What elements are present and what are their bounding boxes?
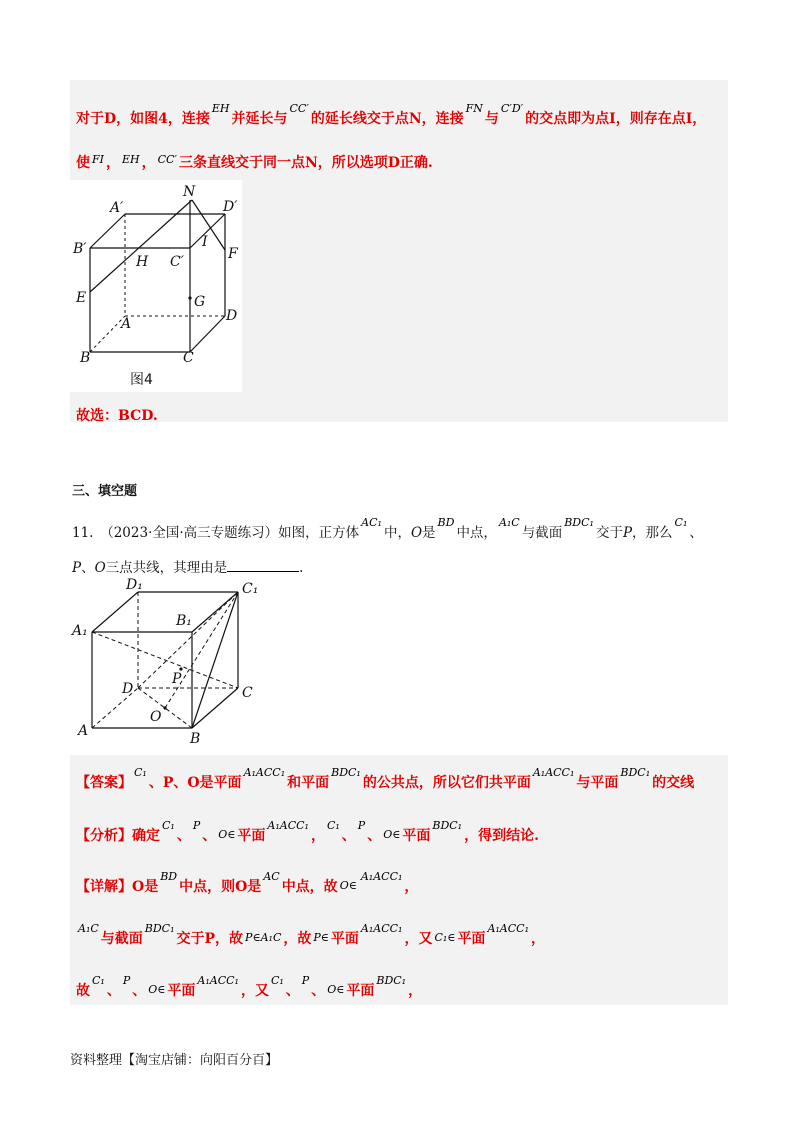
solution-line-2: 使 $^{FI}$ ， $^{EH}$ ， $^{CC'}$ 三条直线交于同一点N，所以选项D正确. xyxy=(76,153,433,171)
svg-text:B: B xyxy=(80,350,91,366)
solution-line-1: 对于D，如图4，连接$^{EH}$并延长与$^{CC'}$的延长线交于点N，连接$^{FN}$与$^{C'D'}$的交点即为点I，则存在点I， xyxy=(76,102,707,127)
detail-line-2: $^{A_1C}$与截面$^{BDC_1}$交于P，故 P∈A₁C ，故 P∈ 平面$^{A_1ACC_1}$，又 C₁∈ 平面$^{A_1ACC_1}$， xyxy=(78,922,545,947)
svg-text:C: C xyxy=(183,350,194,366)
answer-choice: 故选：BCD. xyxy=(76,408,158,424)
figure-11-cube xyxy=(70,575,270,750)
figure-4-cube xyxy=(70,180,242,392)
svg-text:D′: D′ xyxy=(223,199,238,215)
svg-text:图4: 图4 xyxy=(130,372,153,388)
svg-text:B: B xyxy=(190,731,201,747)
section-heading: 三、填空题 xyxy=(72,484,138,499)
detail-line-3: 故$^{C_1}$、$^P$、 O∈ 平面$^{A_1ACC_1}$，又$^{C_1}$、$^P$、 O∈ 平面$^{BDC_1}$， xyxy=(76,974,423,999)
svg-text:F: F xyxy=(228,246,238,262)
svg-text:A: A xyxy=(121,316,132,332)
svg-text:H: H xyxy=(136,254,149,270)
svg-text:D₁: D₁ xyxy=(126,577,143,593)
question-11-line-2: P、O三点共线，其理由是 . xyxy=(72,560,304,576)
detail-line-1: 【详解】O是$^{BD}$中点，则O是$^{AC}$中点，故 O∈$^{A_1ACC_1}$， xyxy=(76,870,419,895)
svg-text:C₁: C₁ xyxy=(242,581,259,597)
svg-text:D: D xyxy=(226,308,238,324)
svg-text:A₁: A₁ xyxy=(72,623,88,639)
answer-blank xyxy=(227,559,299,572)
svg-text:G: G xyxy=(194,294,206,310)
svg-text:N: N xyxy=(183,184,196,200)
svg-text:D: D xyxy=(122,681,134,697)
svg-text:C: C xyxy=(242,685,253,701)
svg-text:B′: B′ xyxy=(73,241,87,257)
svg-text:I: I xyxy=(202,234,208,250)
page-footer: 资料整理【淘宝店铺：向阳百分百】 xyxy=(70,1053,279,1068)
svg-text:P: P xyxy=(172,671,182,687)
svg-text:A′: A′ xyxy=(110,200,124,216)
question-11-line-1: 11. （2023·全国·高三专题练习）如图，正方体$^{AC_1}$中，O是$^{BD}$中点，$^{A_1C}$与截面$^{BDC_1}$交于P，那么$^{C_1}$、 xyxy=(72,516,703,541)
svg-text:A: A xyxy=(78,723,89,739)
svg-text:O: O xyxy=(150,709,162,725)
answer-line: 【答案】$^{C_1}$、P、O是平面$^{A_1ACC_1}$和平面$^{BDC_1}$的公共点，所以它们共平面$^{A_1ACC_1}$与平面$^{BDC_1}$的交线 xyxy=(76,766,695,791)
analysis-line: 【分析】确定$^{C_1}$、$^P$、 O∈ 平面$^{A_1ACC_1}$，$^{C_1}$、$^P$、 O∈ 平面$^{BDC_1}$，得到结论. xyxy=(76,819,539,844)
svg-text:E: E xyxy=(76,290,87,306)
svg-text:C′: C′ xyxy=(170,254,184,270)
svg-text:B₁: B₁ xyxy=(176,613,192,629)
